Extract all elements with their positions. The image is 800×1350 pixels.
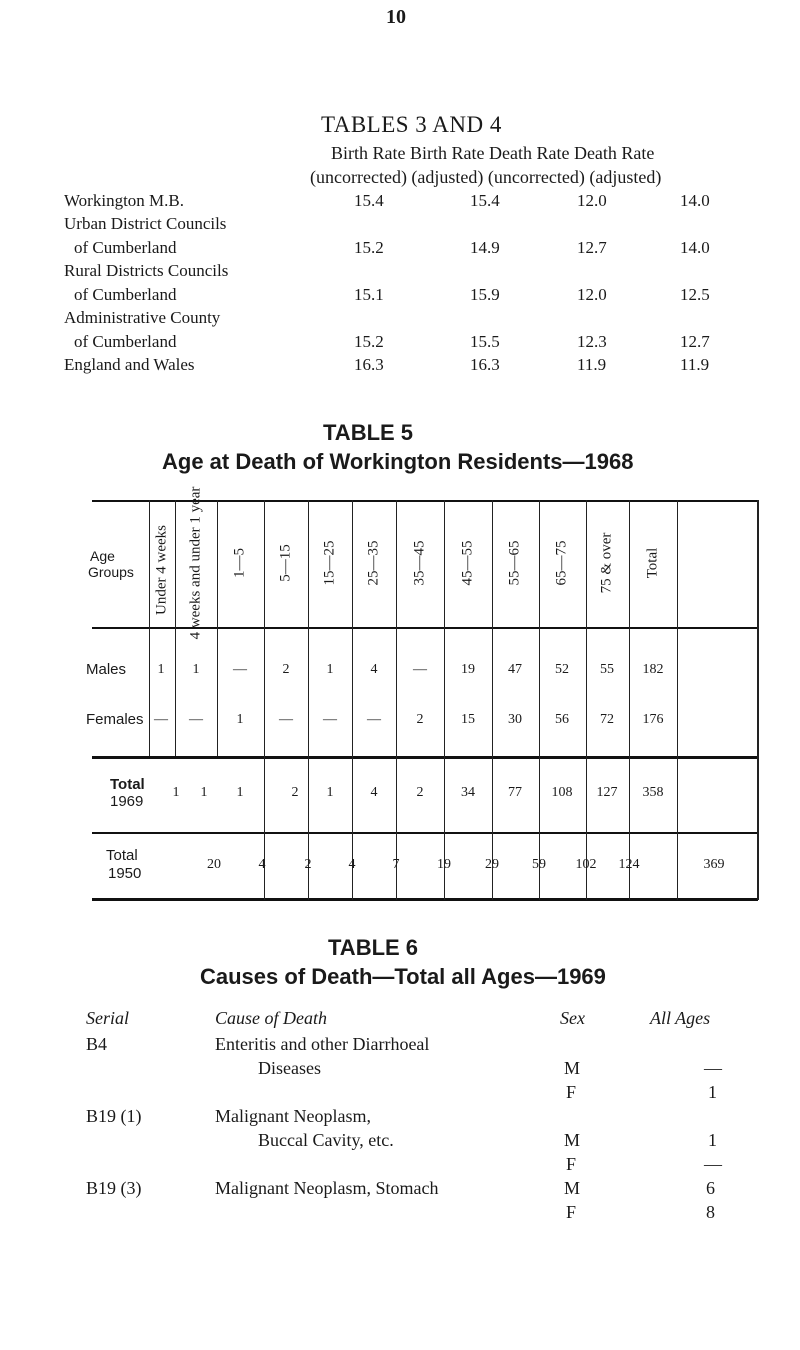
birth-rate-uncorrected: 15.4 — [354, 191, 384, 210]
table-5-subtitle: Age at Death of Workington Residents—1968 — [162, 449, 634, 474]
death-rate-adjusted: 12.7 — [680, 332, 710, 351]
serial-b19-1: B19 (1) — [86, 1106, 142, 1126]
column-divider — [396, 500, 397, 900]
column-divider — [629, 500, 630, 900]
females-15-25: — — [323, 712, 337, 727]
cause-line-2: Diseases — [258, 1058, 321, 1078]
total-1969-45-55: 34 — [461, 785, 475, 800]
sex-f: F — [566, 1082, 577, 1102]
table-6-title: TABLE 6 — [328, 935, 419, 960]
row-label: Administrative County — [64, 308, 221, 327]
total-1950-15-25: 4 — [348, 857, 356, 872]
column-divider — [539, 500, 540, 900]
females-1-5: 1 — [236, 712, 244, 727]
page-number: 10 — [386, 6, 406, 28]
table-5-title: TABLE 5 — [323, 420, 414, 445]
total-1950-35-45: 19 — [437, 857, 451, 872]
header-total: Total — [644, 547, 661, 579]
table-right-edge — [757, 500, 759, 900]
total-1969-75-over: 127 — [596, 785, 618, 800]
row-label: Rural Districts Councils — [64, 261, 229, 280]
females-5-15: — — [279, 712, 293, 727]
groups-label: Groups — [88, 564, 134, 580]
all-ages-header: All Ages — [650, 1008, 711, 1028]
cause-header: Cause of Death — [215, 1008, 327, 1028]
total-1950-1-5: 4 — [258, 857, 266, 872]
cause-line-1: Enteritis and other Diarrhoeal — [215, 1034, 430, 1054]
total-1950-rule — [92, 832, 758, 834]
table-bottom-rule — [92, 898, 758, 901]
column-divider — [264, 500, 265, 900]
cause-line-2: Buccal Cavity, etc. — [258, 1130, 394, 1150]
header-1-5: 1—5 — [231, 548, 248, 578]
total-1969-55-65: 77 — [508, 785, 522, 800]
tables-3-4-column-header-1: Birth Rate Birth Rate Death Rate Death Rate — [331, 143, 655, 163]
count-m: — — [704, 1058, 722, 1078]
death-rate-adjusted: 12.5 — [680, 285, 710, 304]
females-25-35: — — [367, 712, 381, 727]
total-1950-75-over: 124 — [618, 857, 640, 872]
row-label: England and Wales — [64, 355, 195, 374]
total-1969-under-4-weeks: 1 — [172, 785, 180, 800]
birth-rate-adjusted: 15.5 — [470, 332, 500, 351]
males-total: 182 — [642, 662, 664, 677]
header-45-55: 45—55 — [459, 540, 476, 586]
death-rate-uncorrected: 12.0 — [577, 285, 607, 304]
total-1950-5-15: 2 — [304, 857, 312, 872]
cause-line-1: Malignant Neoplasm, — [215, 1106, 371, 1126]
column-divider — [492, 500, 493, 900]
total-1969-65-75: 108 — [551, 785, 573, 800]
column-divider — [352, 500, 353, 900]
table-6-subtitle: Causes of Death—Total all Ages—1969 — [200, 964, 606, 989]
header-55-65: 55—65 — [506, 540, 523, 586]
serial-header: Serial — [86, 1008, 129, 1028]
header-75-and-over: 75 & over — [598, 532, 615, 594]
header-35-45: 35—45 — [411, 540, 428, 586]
death-rate-adjusted: 11.9 — [680, 355, 710, 374]
header-5-15: 5—15 — [277, 544, 294, 582]
males-75-over: 55 — [600, 662, 614, 677]
serial-b19-3: B19 (3) — [86, 1178, 142, 1198]
females-label: Females — [86, 711, 144, 728]
total-1969-year: 1969 — [110, 793, 144, 810]
total-1969-1-5: 1 — [236, 785, 244, 800]
total-1950-65-75: 102 — [575, 857, 597, 872]
row-label-continued: of Cumberland — [74, 285, 177, 304]
header-65-75: 65—75 — [553, 540, 570, 586]
birth-rate-adjusted: 15.4 — [470, 191, 500, 210]
sex-m: M — [564, 1130, 581, 1150]
males-45-55: 19 — [461, 662, 475, 677]
birth-rate-uncorrected: 15.2 — [354, 332, 384, 351]
total-1969-15-25: 1 — [326, 785, 334, 800]
age-at-death-table — [86, 486, 758, 882]
total-1950-45-55: 29 — [485, 857, 499, 872]
birth-rate-uncorrected: 15.2 — [354, 238, 384, 257]
column-divider — [149, 500, 150, 756]
row-label-continued: of Cumberland — [74, 332, 177, 351]
count-f: 1 — [708, 1082, 717, 1102]
males-55-65: 47 — [508, 662, 522, 677]
death-rate-adjusted: 14.0 — [680, 238, 710, 257]
males-1-5: — — [233, 662, 247, 677]
column-divider — [677, 500, 678, 900]
tables-3-4-column-header-2: (uncorrected) (adjusted) (uncorrected) (adjusted) — [310, 167, 662, 187]
death-rate-uncorrected: 12.7 — [577, 238, 607, 257]
total-1969-4-weeks-1-year: 1 — [200, 785, 208, 800]
sex-header: Sex — [560, 1008, 585, 1028]
row-label: Urban District Councils — [64, 214, 227, 233]
birth-rate-uncorrected: 16.3 — [354, 355, 384, 374]
sex-f: F — [566, 1202, 577, 1222]
count-f: 8 — [706, 1202, 715, 1222]
females-75-over: 72 — [600, 712, 614, 727]
females-total: 176 — [642, 712, 664, 727]
column-divider — [586, 500, 587, 900]
females-55-65: 30 — [508, 712, 522, 727]
females-45-55: 15 — [461, 712, 475, 727]
tables-3-4-title: TABLES 3 AND 4 — [321, 112, 502, 137]
total-1950-total: 369 — [703, 857, 725, 872]
header-under-4-weeks: Under 4 weeks — [153, 525, 170, 615]
column-divider — [444, 500, 445, 900]
males-65-75: 52 — [555, 662, 569, 677]
age-label: Age — [90, 548, 115, 564]
sex-m: M — [564, 1058, 581, 1078]
count-m: 6 — [706, 1178, 715, 1198]
females-under-4-weeks: — — [154, 712, 168, 727]
cause-line-1: Malignant Neoplasm, Stomach — [215, 1178, 439, 1198]
serial-b4: B4 — [86, 1034, 108, 1054]
birth-rate-adjusted: 16.3 — [470, 355, 500, 374]
header-4-weeks-under-1-year: 4 weeks and under 1 year — [187, 486, 204, 640]
sex-m: M — [564, 1178, 581, 1198]
total-1969-rule — [92, 756, 758, 759]
total-1950-label: Total — [106, 847, 138, 864]
total-1969-label: Total — [110, 776, 145, 793]
count-m: 1 — [708, 1130, 717, 1150]
death-rate-adjusted: 14.0 — [680, 191, 710, 210]
birth-rate-adjusted: 15.9 — [470, 285, 500, 304]
death-rate-uncorrected: 11.9 — [577, 355, 607, 374]
males-15-25: 1 — [326, 662, 334, 677]
column-divider — [175, 500, 176, 756]
death-rate-uncorrected: 12.0 — [577, 191, 607, 210]
females-4-weeks-1-year: — — [189, 712, 203, 727]
total-1950-25-35: 7 — [392, 857, 400, 872]
column-divider — [217, 500, 218, 756]
column-divider — [308, 500, 309, 900]
birth-rate-uncorrected: 15.1 — [354, 285, 384, 304]
total-1950-year: 1950 — [108, 865, 142, 882]
death-rate-uncorrected: 12.3 — [577, 332, 607, 351]
birth-rate-adjusted: 14.9 — [470, 238, 500, 257]
sex-f: F — [566, 1154, 577, 1174]
females-65-75: 56 — [555, 712, 569, 727]
males-35-45: — — [413, 662, 427, 677]
total-1969-35-45: 2 — [416, 785, 424, 800]
header-15-25: 15—25 — [321, 540, 338, 586]
males-25-35: 4 — [370, 662, 378, 677]
count-f: — — [704, 1154, 722, 1174]
males-5-15: 2 — [282, 662, 290, 677]
males-label: Males — [86, 661, 127, 678]
total-1950-55-65: 59 — [532, 857, 546, 872]
females-35-45: 2 — [416, 712, 424, 727]
total-1969-total: 358 — [642, 785, 664, 800]
males-4-weeks-1-year: 1 — [192, 662, 200, 677]
total-1969-25-35: 4 — [370, 785, 378, 800]
males-under-4-weeks: 1 — [157, 662, 165, 677]
row-label-continued: of Cumberland — [74, 238, 177, 257]
total-1969-5-15: 2 — [291, 785, 299, 800]
header-25-35: 25—35 — [365, 540, 382, 586]
row-label: Workington M.B. — [64, 191, 184, 210]
total-1950-under-1-year: 20 — [207, 857, 221, 872]
